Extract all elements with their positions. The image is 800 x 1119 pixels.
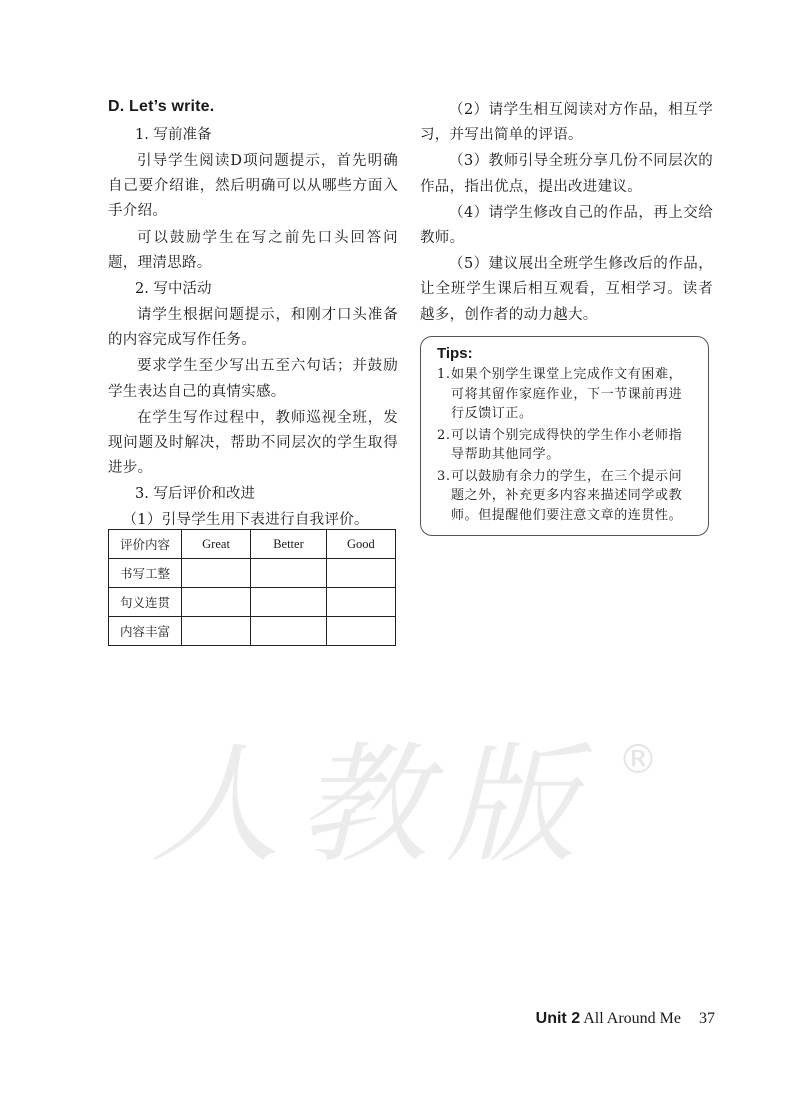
table-header-cell: 评价内容	[109, 530, 182, 559]
section-title: D. Let’s write.	[108, 98, 215, 115]
paragraph: 要求学生至少写出五至六句话；并鼓励学生表达自己的真情实感。	[108, 358, 398, 400]
paragraph: 引导学生阅读D项问题提示，首先明确自己要介绍谁，然后明确可以从哪些方面入手介绍。	[108, 153, 398, 220]
watermark-text: 人教版	[150, 729, 595, 881]
paragraph: （2）请学生相互阅读对方作品，相互学习，并写出简单的评语。	[420, 102, 713, 144]
table-row-label: 书写工整	[109, 559, 182, 588]
tips-list	[437, 365, 694, 525]
table-row	[109, 588, 396, 617]
table-header-row	[109, 530, 396, 559]
self-evaluation-table	[108, 529, 396, 646]
table-row	[109, 617, 396, 646]
table-cell	[182, 617, 251, 646]
tip-number: 3.	[437, 468, 451, 484]
page-footer	[536, 1010, 715, 1028]
table-header-cell: Good	[326, 530, 395, 559]
tip-number: 1.	[437, 367, 451, 382]
publisher-watermark	[140, 715, 660, 885]
table-cell	[326, 617, 395, 646]
paragraph: 在学生写作过程中，教师巡视全班，发现问题及时解决，帮助不同层次的学生取得进步。	[108, 409, 398, 477]
tips-title: Tips:	[437, 345, 473, 362]
table-cell	[182, 559, 251, 588]
tip-text: 如果个别学生课堂上完成作文有困难，可将其留作家庭作业，下一节课前再进行反馈订正。	[451, 367, 683, 421]
tip-text: 可以请个别完成得快的学生作小老师指导帮助其他同学。	[451, 427, 683, 462]
step-1-heading: 1. 写前准备	[135, 127, 212, 143]
page-number: 37	[699, 1010, 715, 1027]
left-column	[108, 98, 398, 535]
registered-mark: ®	[618, 737, 658, 783]
paragraph: （3）教师引导全班分享几份不同层次的作品，指出优点，提出改进建议。	[420, 153, 713, 195]
tip-number: 2.	[437, 427, 451, 443]
table-cell	[326, 559, 395, 588]
unit-label: Unit 2	[535, 1010, 581, 1027]
paragraph: （4）请学生修改自己的作品，再上交给教师。	[420, 204, 713, 247]
table-row	[109, 559, 396, 588]
tip-item	[437, 467, 694, 526]
table-row-label: 句义连贯	[109, 588, 182, 617]
tip-item	[437, 426, 694, 465]
table-header-cell: Better	[251, 530, 327, 559]
paragraph: （5）建议展出全班学生修改后的作品，让全班学生课后相互观看，互相学习。读者越多，创作者的动力越大。	[420, 256, 713, 323]
table-row-label: 内容丰富	[109, 617, 182, 646]
table-cell	[182, 588, 251, 617]
step-3-heading: 3. 写后评价和改进	[135, 486, 255, 503]
tip-text: 可以鼓励有余力的学生，在三个提示问题之外，补充更多内容来描述同学或教师。但提醒他们要注意文章的连贯性。	[451, 468, 683, 523]
table-header-cell: Great	[182, 530, 251, 559]
table-cell	[251, 617, 327, 646]
table-cell	[251, 559, 327, 588]
tips-box	[420, 336, 709, 536]
table-intro: （1）引导学生用下表进行自我评价。	[122, 512, 369, 529]
tip-item	[437, 365, 694, 424]
right-column	[420, 98, 713, 329]
unit-title: All Around Me	[583, 1010, 681, 1027]
paragraph: 请学生根据问题提示，和刚才口头准备的内容完成写作任务。	[108, 307, 398, 349]
paragraph: 可以鼓励学生在写之前先口头回答问题，理清思路。	[108, 229, 398, 271]
step-2-heading: 2. 写中活动	[135, 281, 212, 298]
table-cell	[251, 588, 327, 617]
table-cell	[326, 588, 395, 617]
